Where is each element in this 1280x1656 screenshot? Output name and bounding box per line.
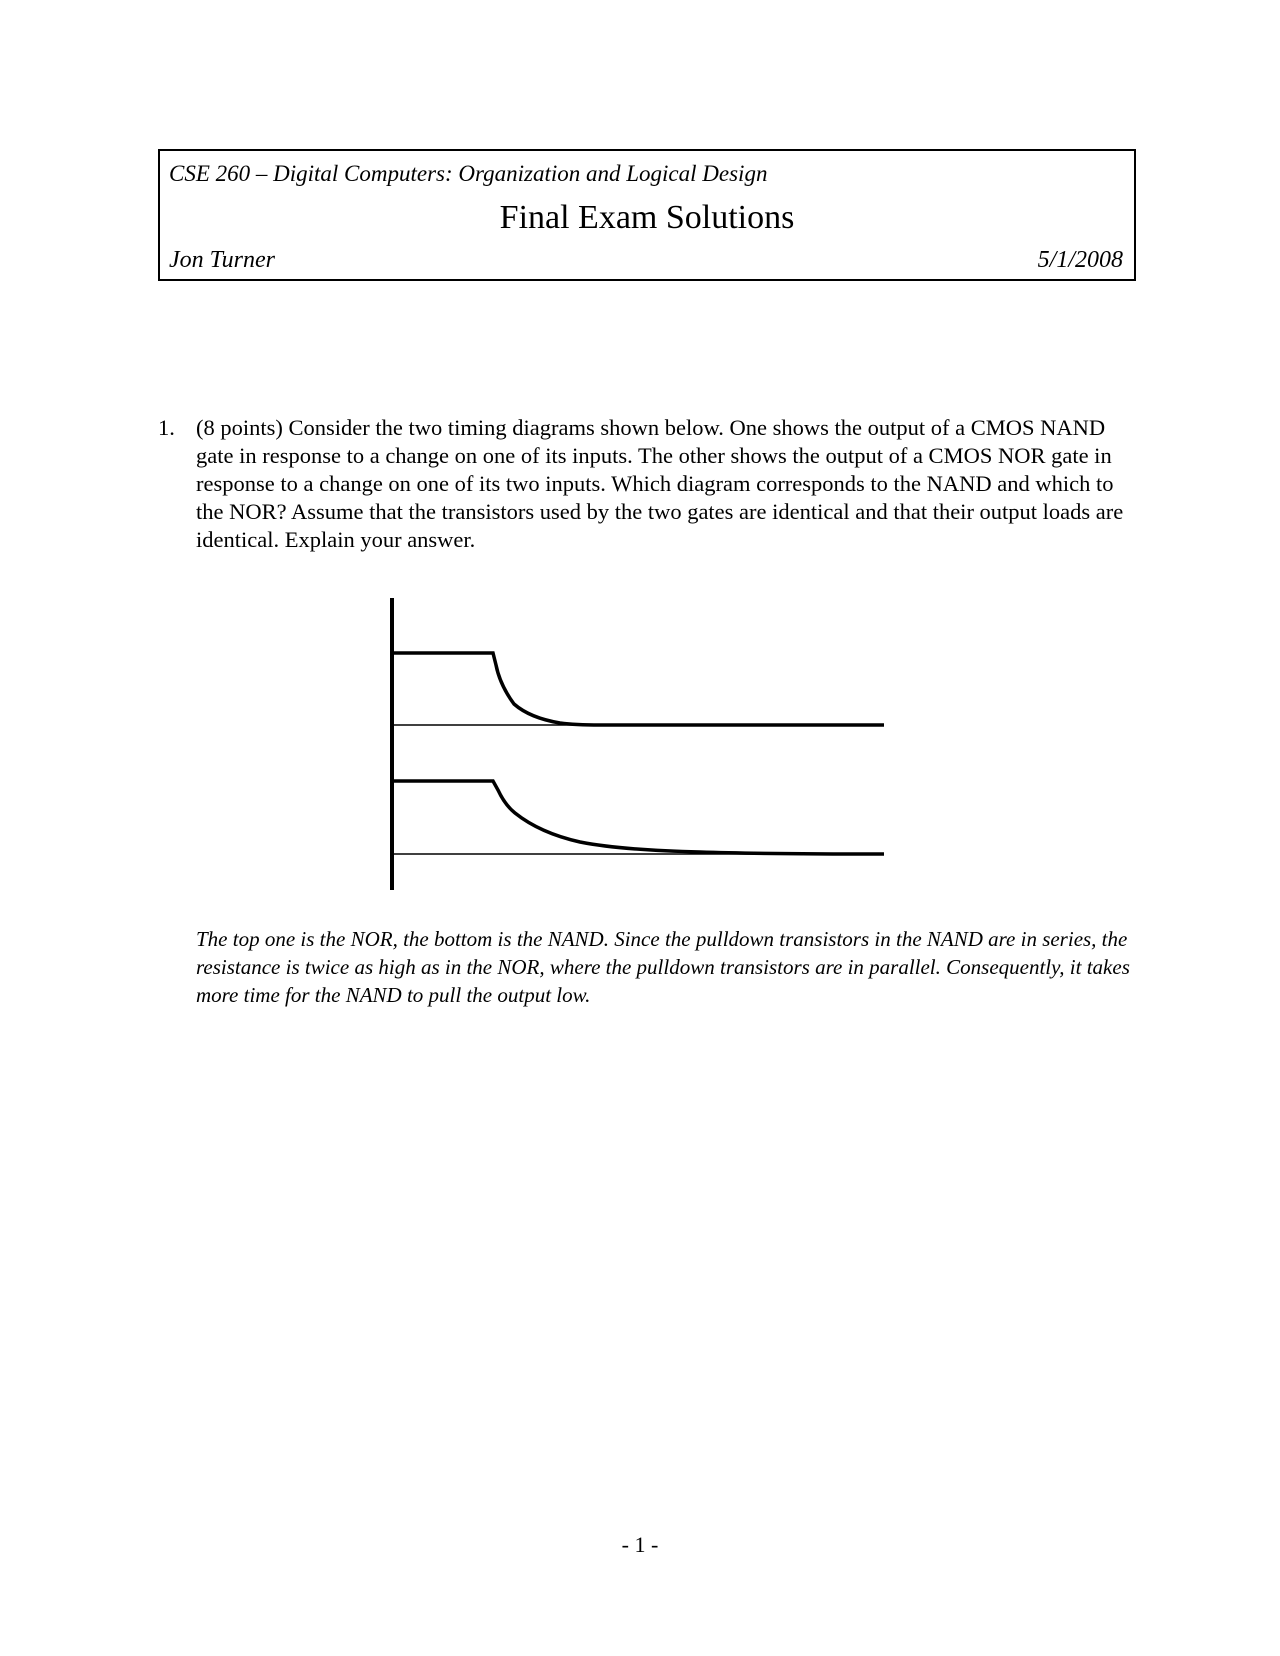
exam-date: 5/1/2008 [1037, 247, 1123, 273]
question-text: (8 points) Consider the two timing diagrams shown below. One shows the output of a CMOS NAND gate in response to a change on one of its inputs. The other shows the output of a CMOS NOR gate in response to a change on one of its two inputs. Which diagram corresponds to the NAND and which to the NOR? Assume that the transistors used by the two gates are identical and that their output loads are identical. Explain your answer. [196, 415, 1124, 552]
author-name: Jon Turner [169, 247, 276, 273]
course-title: CSE 260 – Digital Computers: Organization and Logical Design [169, 161, 768, 186]
question-number: 1. [158, 415, 175, 440]
top-waveform [392, 653, 884, 725]
page-title: Final Exam Solutions [499, 199, 795, 236]
page-number: - 1 - [621, 1532, 659, 1557]
bottom-waveform [392, 781, 884, 854]
answer-text: The top one is the NOR, the bottom is the NAND. Since the pulldown transistors in the NAND are in series, the resistance is twice as high as in the NOR, where the pulldown transistors are in parallel. Consequently, it takes more time for the NAND to pull the output low. [196, 927, 1130, 1007]
